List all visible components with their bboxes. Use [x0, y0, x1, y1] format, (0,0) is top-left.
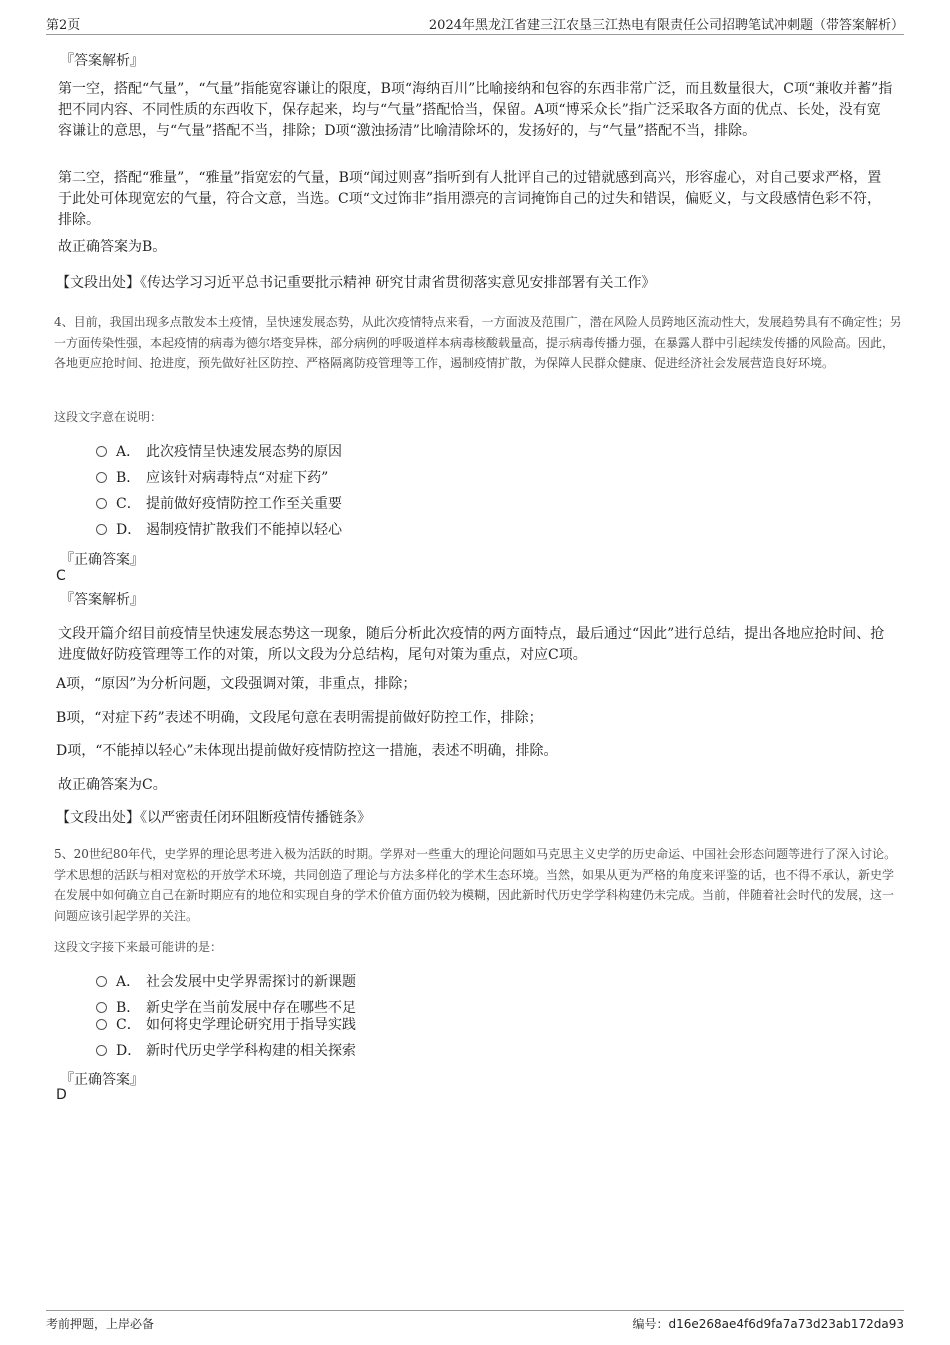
correct-answer: C	[56, 568, 66, 584]
option-c[interactable]: C． 提前做好疫情防控工作至关重要	[96, 494, 342, 514]
analysis-label: 『答案解析』	[60, 53, 144, 69]
analysis-paragraph: B项，“对症下药”表述不明确，文段尾句意在表明需提前做好防控工作，排除；	[56, 710, 543, 726]
option-b[interactable]: B． 应该针对病毒特点“对症下药”	[96, 468, 328, 488]
analysis-paragraph: D项，“不能掉以轻心”未体现出提前做好疫情防控这一措施，表述不明确，排除。	[56, 743, 558, 759]
radio-button-icon[interactable]	[96, 498, 107, 509]
option-b[interactable]: B． 新史学在当前发展中存在哪些不足	[96, 998, 356, 1018]
footer-slogan: 考前押题，上岸必备	[46, 1317, 155, 1331]
question-prompt: 这段文字接下来最可能讲的是：	[54, 940, 223, 954]
radio-button-icon[interactable]	[96, 1045, 107, 1056]
conclusion: 故正确答案为B。	[58, 239, 167, 255]
question-text: 5、20世纪80年代，史学界的理论思考进入极为活跃的时期。学界对一些重大的理论问题如马克思主义史学的历史命运、中国社会形态问题等进行了深入讨论。学术思想的活跃与相对宽松的开放学术环境，共同创造了理论与方法多样化的学术生态环境。当然，如果从更为严格的角度来评鉴的话，也不得不承认，新史学在发展中如何确立自己在新时期应有的地位和实现自身的学术价值方面仍较为模糊，因此新时代历史学学科构建仍未完成。当前，伴随着社会时代的发展，这一问题应该引起学界的关注。	[54, 847, 897, 924]
source-citation: 【文段出处】《传达学习习近平总书记重要批示精神 研究甘肃省贯彻落实意见安排部署有关工作》	[56, 275, 656, 291]
option-a[interactable]: A． 社会发展中史学界需探讨的新课题	[96, 972, 356, 992]
page-header	[46, 14, 904, 35]
conclusion: 故正确答案为C。	[58, 777, 167, 793]
analysis-paragraph: A项，“原因”为分析问题，文段强调对策，非重点，排除；	[56, 676, 417, 692]
code-label: 编号：	[632, 1317, 669, 1331]
code-value: d16e268ae4f6d9fa7a73d23ab172da93	[668, 1317, 904, 1331]
radio-button-icon[interactable]	[96, 524, 107, 535]
radio-button-icon[interactable]	[96, 446, 107, 457]
page-number: 第2页	[46, 18, 81, 33]
analysis-paragraph: 第二空，搭配“雅量”，“雅量”指宽宏的气量，B项“闻过则喜”指听到有人批评自己的过错就感到高兴，形容虚心，对自己要求严格，置于此处可体现宽宏的气量，符合文意，当选。C项“文过饰非”指用漂亮的言词掩饰自己的过失和错误，偏贬义，与文段感情色彩不符，排除。	[58, 170, 882, 228]
correct-answer-label: 『正确答案』	[60, 1072, 144, 1088]
analysis-paragraph: 第一空，搭配“气量”，“气量”指能宽容谦让的限度，B项“海纳百川”比喻接纳和包容的东西非常广泛，而且数量很大，C项“兼收并蓄”指把不同内容、不同性质的东西收下，保存起来，均与“气量”搭配恰当，保留。A项“博采众长”指广泛采取各方面的优点、长处，没有宽容谦让的意思，与“气量”搭配不当，排除；D项“激浊扬清”比喻清除坏的，发扬好的，与“气量”搭配不当，排除。	[58, 81, 893, 139]
radio-button-icon[interactable]	[96, 1019, 107, 1030]
question-prompt: 这段文字意在说明：	[54, 410, 163, 424]
radio-button-icon[interactable]	[96, 976, 107, 987]
option-d[interactable]: D． 新时代历史学学科构建的相关探索	[96, 1041, 356, 1061]
page-footer	[46, 1310, 904, 1335]
document-code	[632, 1315, 904, 1332]
option-a[interactable]: A． 此次疫情呈快速发展态势的原因	[96, 442, 342, 462]
option-d[interactable]: D． 遏制疫情扩散我们不能掉以轻心	[96, 520, 342, 540]
correct-answer-label: 『正确答案』	[60, 552, 144, 568]
radio-button-icon[interactable]	[96, 1002, 107, 1013]
source-citation: 【文段出处】《以严密责任闭环阻断疫情传播链条》	[56, 810, 371, 826]
option-c[interactable]: C． 如何将史学理论研究用于指导实践	[96, 1015, 356, 1035]
analysis-paragraph: 文段开篇介绍目前疫情呈快速发展态势这一现象，随后分析此次疫情的两方面特点，最后通过“因此”进行总结，提出各地应抢时间、抢进度做好防疫管理等工作的对策，所以文段为分总结构，尾句对策为重点，对应C项。	[58, 626, 885, 663]
document-title: 2024年黑龙江省建三江农垦三江热电有限责任公司招聘笔试冲刺题（带答案解析）	[428, 18, 904, 33]
question-text: 4、目前，我国出现多点散发本土疫情，呈快速发展态势，从此次疫情特点来看，一方面波及范围广，潜在风险人员跨地区流动性大，发展趋势具有不确定性；另一方面传染性强，本起疫情的病毒为德尔塔变异株，部分病例的呼吸道样本病毒核酸载量高，提示病毒传播力强，在暴露人群中引起续发传播的风险高。因此，各地更应抢时间、抢进度，预先做好社区防控、严格隔离防疫管理等工作，遏制疫情扩散，为保障人民群众健康、促进经济社会发展营造良好环境。	[54, 315, 902, 371]
analysis-label: 『答案解析』	[60, 592, 144, 608]
radio-button-icon[interactable]	[96, 472, 107, 483]
correct-answer: D	[56, 1087, 67, 1103]
